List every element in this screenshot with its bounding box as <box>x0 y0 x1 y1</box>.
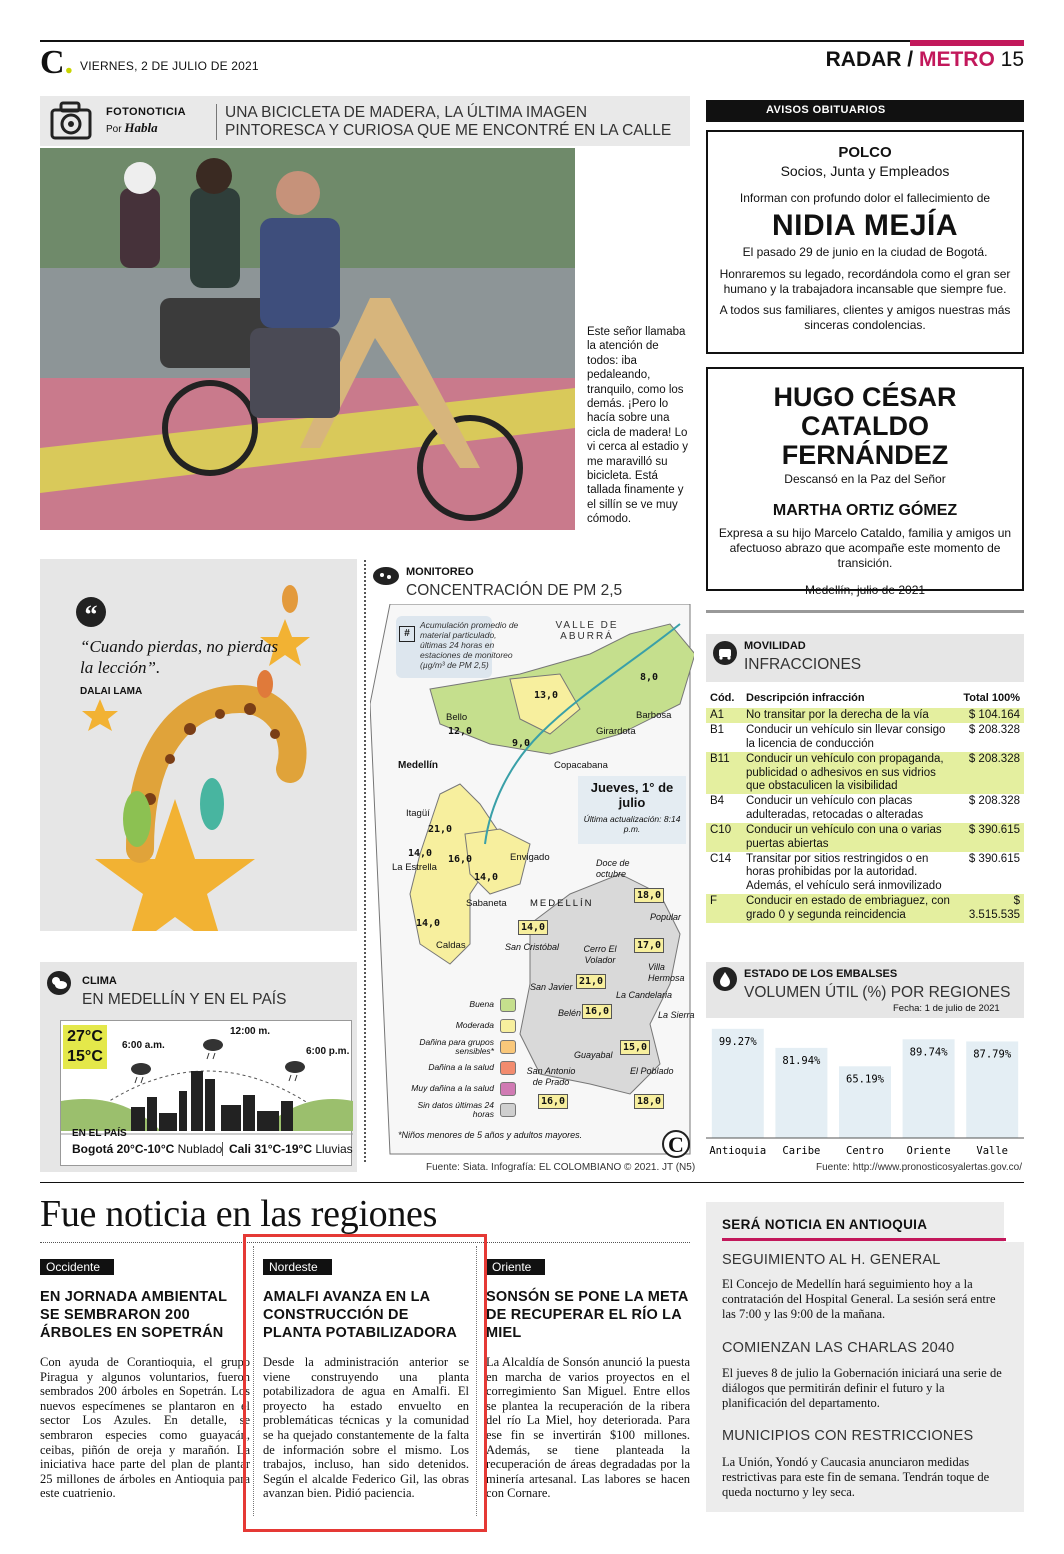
place-label: MEDELLÍN <box>530 898 594 909</box>
weather-title: EN MEDELLÍN Y EN EL PAÍS <box>82 991 287 1008</box>
story-headline[interactable]: AMALFI AVANZA EN LA CONSTRUCCIÓN DE PLANTA POTABILIZADORA <box>263 1289 458 1341</box>
map-date-box: Jueves, 1° de julio Última actualización: 8:14 p.m. <box>578 776 686 844</box>
city-weather: Bogotá 20°C-10°C Nublado <box>72 1142 223 1156</box>
place-label: Belén <box>558 1008 582 1018</box>
upcoming-news-title[interactable]: SEGUIMIENTO AL H. GENERAL <box>722 1252 941 1268</box>
infraction-code: B4 <box>710 795 725 808</box>
wooden-bicycle-photo[interactable] <box>40 148 575 530</box>
section-heading <box>826 48 1024 72</box>
place-label: Girardota <box>596 726 636 737</box>
car-icon <box>712 640 738 666</box>
fotonoticia-byline: Por Habla <box>106 120 158 135</box>
station-value[interactable]: 14,0 <box>474 872 499 883</box>
place-label: San Javier <box>530 982 573 992</box>
legend-label: Buena <box>469 999 494 1009</box>
infraction-total: $ 208.328 <box>958 752 1024 794</box>
legend-item <box>396 1036 516 1057</box>
station-value[interactable]: 16,0 <box>538 1094 568 1109</box>
category-label: Oriente <box>906 1145 951 1157</box>
time-label: 6:00 a.m. <box>122 1040 165 1051</box>
station-value[interactable]: 13,0 <box>534 690 559 701</box>
header-rule <box>40 40 1024 42</box>
water-drop-icon <box>712 966 738 992</box>
place-label: La Estrella <box>392 862 437 873</box>
infraction-description: Conducir un vehículo con una o varias puertas abiertas <box>742 823 958 852</box>
section-radar[interactable]: RADAR / <box>825 48 914 71</box>
legend-item <box>396 1015 516 1036</box>
reservoirs-date: Fecha: 1 de julio de 2021 <box>893 1003 1000 1014</box>
table-row <box>706 823 1024 852</box>
legend-item <box>396 1078 516 1099</box>
category-label: Antioquia <box>709 1145 767 1157</box>
category-label: Caribe <box>782 1145 821 1157</box>
place-label: Caldas <box>436 940 466 951</box>
infraction-description: No transitar por la derecha de la vía <box>742 708 958 723</box>
obituaries-header: AVISOS OBITUARIOS <box>706 100 1024 122</box>
page-number: 15 <box>1000 48 1024 71</box>
infraction-total: $ 208.328 <box>968 795 1020 808</box>
category-label: Valle <box>976 1145 1009 1157</box>
table-row <box>706 794 1024 823</box>
valley-label: VALLE DE ABURRÁ <box>555 620 619 642</box>
station-value[interactable]: 18,0 <box>634 888 664 903</box>
bar-value-label: 99.27% <box>718 1035 757 1048</box>
place-label: San Antonio de Prado <box>526 1066 576 1087</box>
infractions-table <box>706 688 1024 923</box>
infraction-total: $ 208.328 <box>968 724 1020 737</box>
place-label: Doce de octubre <box>596 858 630 879</box>
place-label: Envigado <box>510 852 550 863</box>
bar-value-label: 89.74% <box>909 1046 948 1059</box>
map-note: Acumulación promedio de material particulado, últimas 24 horas en estaciones de monitoreo (µg/m³ de PM 2,5) <box>420 620 519 670</box>
place-label: Sabaneta <box>466 898 507 909</box>
place-label: Popular <box>650 912 682 922</box>
story-body: Con ayuda de Corantioquia, el grupo Piragua y algunos voluntarios, fueron sembrados 200 árboles en Sopetrán. Los nuevos especímenes se plantaron en el sector Los Azules. En detalle, se sembraron especies como guayacán, ceibas, piñón de oreja y marañón. La iniciativa hace parte del plan de plantar 25 millones de árboles en Antioquia para este cuatrienio. <box>40 1355 250 1501</box>
station-marker-icon: # <box>399 626 415 642</box>
place-label: Itagüí <box>406 808 430 819</box>
table-row <box>706 894 1024 923</box>
region-tag[interactable]: Nordeste <box>263 1259 332 1275</box>
mobility-title: INFRACCIONES <box>744 656 862 673</box>
infraction-description: Conducir un vehículo sin llevar consigo la licencia de conducción <box>746 724 946 750</box>
legend-swatch <box>500 1019 516 1033</box>
fotonoticia-title: UNA BICICLETA DE MADERA, LA ÚLTIMA IMAGEN PINTORESCA Y CURIOSA QUE ME ENCONTRÉ EN LA CALLE <box>216 104 686 140</box>
infraction-total: $ 390.615 <box>968 853 1020 866</box>
highlight-box <box>243 1234 487 1532</box>
place-label: Barbosa <box>636 710 672 721</box>
legend-item <box>396 994 516 1015</box>
camera-icon <box>48 98 94 142</box>
reservoirs-source: Fuente: http://www.pronosticosyalertas.gov.co/ <box>816 1162 1023 1173</box>
section-metro[interactable]: METRO <box>918 48 995 71</box>
cloud-rain-icon <box>131 1063 151 1083</box>
metro-accent-bar <box>910 40 1024 46</box>
obituary-notice: POLCO Socios, Junta y Empleados Informan con profundo dolor el fallecimiento de NIDIA MEJÍA El pasado 29 de junio en la ciudad de Bogotá. Honraremos su legado, recordándola como el gran ser humano y la trabajadora incansable que siempre fue. A todos sus familiares, clientes y amigos nuestras más sinceras condolencias. <box>706 130 1024 354</box>
legend-label: Dañina para grupos sensibles* <box>419 1036 494 1056</box>
weather-label: CLIMA <box>82 975 117 987</box>
infraction-total: $ 104.164 <box>958 708 1024 723</box>
newspaper-logo[interactable]: C. <box>40 44 74 81</box>
legend-swatch <box>500 1103 516 1117</box>
place-label: La Sierra <box>658 1010 695 1020</box>
infraction-code: C10 <box>706 823 742 852</box>
infraction-description: Conducir un vehículo con propaganda, publicidad o adhesivos en sus vidrios que obstaculicen la visibilidad <box>742 752 958 794</box>
monitoring-title: CONCENTRACIÓN DE PM 2,5 <box>406 582 623 599</box>
infraction-total: $ 390.615 <box>958 823 1024 852</box>
story-body: Desde la administración anterior se viene construyendo una planta potabilizadora de agua en Amalfi. El proyecto ha estado envuelto en problemáticas técnicas y la comunidad se ha quejado constantemente de la falta de información sobre el mismo. Los trabajos, incluso, han sido detenidos. Según el alcalde Federico Gil, las obras avanzan bien. Pidió paciencia. <box>263 1355 469 1501</box>
deceased-name: HUGO CÉSAR CATALDO FERNÁNDEZ <box>773 382 957 470</box>
divider <box>706 610 1024 613</box>
cloud-icon <box>372 564 400 586</box>
monitoring-label: MONITOREO <box>406 566 474 578</box>
min-temp: 15°C <box>67 1048 103 1065</box>
station-value[interactable]: 9,0 <box>512 738 531 749</box>
infraction-description: Conducir en estado de embriaguez, con grado 0 y segunda reincidencia <box>742 894 958 923</box>
bar-value-label: 81.94% <box>782 1054 821 1067</box>
category-label: Centro <box>846 1145 884 1157</box>
cloud-rain-icon <box>285 1061 305 1081</box>
table-row <box>706 708 1024 723</box>
legend-label: Sin datos últimas 24 horas <box>417 1099 494 1119</box>
infraction-code: F <box>706 894 742 923</box>
place-label: Medellín <box>398 760 439 771</box>
infraction-total: $ 3.515.535 <box>958 894 1024 923</box>
legend-label: Muy dañina a la salud <box>411 1083 494 1093</box>
legend-swatch <box>500 1061 516 1075</box>
weather-icon <box>46 970 72 996</box>
regions-heading: Fue noticia en las regiones <box>40 1193 438 1235</box>
region-story[interactable] <box>486 1258 690 1501</box>
infraction-code: A1 <box>706 708 742 723</box>
station-value[interactable]: 18,0 <box>634 1094 664 1109</box>
place-label: Copacabana <box>554 760 608 771</box>
upcoming-news-title[interactable]: MUNICIPIOS CON RESTRICCIONES <box>722 1428 974 1444</box>
bar-value-label: 87.79% <box>973 1048 1012 1061</box>
reservoirs-label: ESTADO DE LOS EMBALSES <box>744 968 898 980</box>
quote-icon: “ <box>76 597 106 627</box>
upcoming-news-body: El jueves 8 de julio la Gobernación iniciará una serie de diálogos que permitirán definir el futuro y la planificación del departamento. <box>722 1366 1002 1410</box>
region-story[interactable] <box>40 1258 250 1501</box>
cloud-rain-icon <box>203 1039 223 1059</box>
legend-item <box>396 1099 516 1120</box>
newspaper-logo: C <box>662 1130 690 1158</box>
legend-swatch <box>500 1082 516 1096</box>
station-value[interactable]: 14,0 <box>408 848 433 859</box>
upcoming-news-header: SERÁ NOTICIA EN ANTIOQUIA <box>722 1217 928 1232</box>
deceased-name: NIDIA MEJÍA <box>771 209 959 242</box>
bar-value-label: 65.19% <box>846 1073 884 1086</box>
city-weather: Cali 31°C-19°C Lluvias <box>222 1142 353 1156</box>
region-tag[interactable]: Oriente <box>486 1259 545 1275</box>
place-label: Villa Hermosa <box>648 962 685 983</box>
station-value[interactable]: 17,0 <box>634 938 664 953</box>
temperature-badge <box>63 1025 107 1069</box>
time-label: 6:00 p.m. <box>306 1046 350 1057</box>
table-row <box>706 852 1024 894</box>
table-header-row: Cód. Descripción infracción Total 100% <box>710 692 1020 704</box>
table-row <box>706 752 1024 794</box>
station-value[interactable]: 16,0 <box>448 854 473 865</box>
station-value[interactable]: 12,0 <box>448 726 473 737</box>
station-value[interactable]: 14,0 <box>416 918 441 929</box>
reservoirs-bar-chart <box>706 1024 1024 1159</box>
mobility-label: MOVILIDAD <box>744 640 806 652</box>
place-label: San Cristóbal <box>505 942 560 952</box>
legend-item <box>396 1057 516 1078</box>
station-value[interactable]: 14,0 <box>518 920 548 935</box>
infraction-code: B11 <box>706 752 742 794</box>
panel-corner <box>1004 1202 1024 1242</box>
story-headline[interactable]: SONSÓN SE PONE LA META DE RECUPERAR EL RÍO LA MIEL <box>486 1289 689 1341</box>
upcoming-news-body: El Concejo de Medellín hará seguimiento hoy a la contratación del Hospital General. La sesión será entre las 7:00 y las 9:00 de la mañana. <box>722 1277 996 1321</box>
place-label: Guayabal <box>574 1050 613 1060</box>
obituary-notice: HUGO CÉSAR CATALDO FERNÁNDEZ Descansó en la Paz del Señor MARTHA ORTIZ GÓMEZ Expresa a su hijo Marcelo Cataldo, familia y amigos un afectuoso abrazo que acompañe este momento de transición. Medellín, julio de 2021 <box>706 367 1024 591</box>
legend-label: Dañina a la salud <box>428 1062 494 1072</box>
quote-text: “Cuando pierdas, no pierdas la lección”. <box>80 637 279 677</box>
infraction-code: B1 <box>710 724 725 737</box>
station-value[interactable]: 15,0 <box>620 1040 650 1055</box>
accent-rule <box>722 1238 1006 1241</box>
upcoming-news-title[interactable]: COMIENZAN LAS CHARLAS 2040 <box>722 1340 955 1356</box>
quote-author: DALAI LAMA <box>80 686 143 697</box>
map-footnote: *Niños menores de 5 años y adultos mayores. <box>398 1130 583 1140</box>
station-value[interactable]: 21,0 <box>428 824 453 835</box>
story-body: La Alcaldía de Sonsón anunció la puesta en marcha de varios proyectos en el corregimiento San Miguel. Entre ellos se plantea la recuperación de la ribera del río La Miel, hoy deteriorada. Para ese fin se invertirán $100 millones. Además, se tiene planteada la recuperación de áreas degradadas por la minería artesanal. Las labores se hacen con Cornare. <box>486 1355 690 1501</box>
place-label: Bello <box>446 712 468 723</box>
fotonoticia-label: FOTONOTICIA <box>106 106 186 118</box>
region-tag[interactable]: Occidente <box>40 1259 114 1275</box>
station-value[interactable]: 8,0 <box>640 672 659 683</box>
place-label: El Poblado <box>630 1066 674 1076</box>
legend-swatch <box>500 998 516 1012</box>
place-label: Cerro El Volador <box>583 944 617 965</box>
country-weather-label: EN EL PAÍS <box>72 1128 127 1139</box>
station-value[interactable]: 16,0 <box>582 1004 612 1019</box>
map-legend <box>396 994 516 1120</box>
map-source: Fuente: Siata. Infografía: EL COLOMBIANO © 2021. JT (N5) <box>426 1162 696 1173</box>
infraction-description: Transitar por sitios restringidos o en horas prohibidas por la autoridad. Además, el vehículo será inmovilizado <box>746 853 942 892</box>
photo-caption: Este señor llamaba la atención de todos: iba pedaleando, tranquilo, como los demás. ¡Pero lo hacía sobre una cicla de madera! Lo vi cerca al estadio y me maravilló su bicicleta. Está tallada finamente y el sillín se ve muy cómodo. <box>587 326 688 526</box>
station-value[interactable]: 21,0 <box>576 974 606 989</box>
infraction-code: C14 <box>710 853 732 866</box>
upcoming-news-body: La Unión, Yondó y Caucasia anunciaron medidas restrictivas para este fin de semana. Tendrán toque de queda nocturno y ley seca. <box>722 1455 990 1499</box>
table-row <box>706 723 1024 752</box>
section-rule <box>40 1182 1024 1183</box>
infraction-description: Conducir un vehículo con placas adulteradas, retocadas o alteradas <box>746 795 924 821</box>
time-label: 12:00 m. <box>230 1026 271 1037</box>
max-temp: 27°C <box>67 1028 103 1045</box>
legend-label: Moderada <box>455 1020 494 1030</box>
story-headline[interactable]: EN JORNADA AMBIENTAL SE SEMBRARON 200 ÁRBOLES EN SOPETRÁN <box>40 1289 227 1341</box>
place-label: La Candelaria <box>616 990 673 1000</box>
issue-date: VIERNES, 2 DE JULIO DE 2021 <box>80 59 259 73</box>
reservoirs-title: VOLUMEN ÚTIL (%) POR REGIONES <box>744 984 1011 1001</box>
legend-swatch <box>500 1040 516 1054</box>
